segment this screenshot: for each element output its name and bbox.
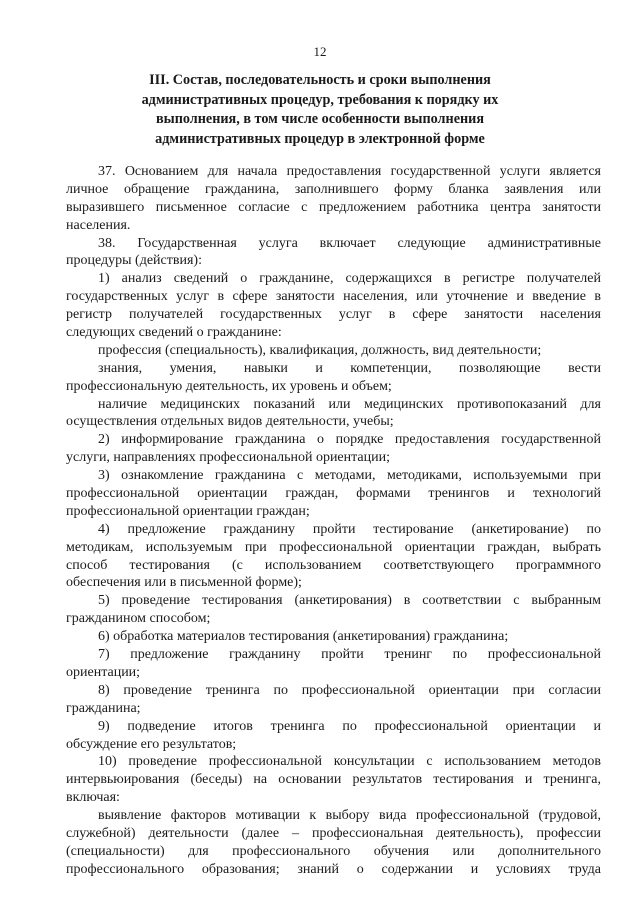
section-heading-line: административных процедур в электронной форме xyxy=(155,130,485,147)
list-item-1-line: следующих сведений о гражданине: xyxy=(66,325,282,341)
list-item-8-line: гражданина; xyxy=(66,700,141,716)
page-number: 12 xyxy=(313,44,327,59)
list-item-2-line: услуги, направлениях профессиональной ориентации; xyxy=(66,450,391,466)
paragraph-38-line: процедуры (действия): xyxy=(66,253,202,269)
list-item-4-line: 4) предложение гражданину пройти тестирование (анкетирование) по xyxy=(98,521,601,537)
section-heading xyxy=(120,71,520,149)
paragraph-37-line: 37. Основанием для начала предоставления государственной услуги является xyxy=(98,164,601,179)
sub-item-line: выявление факторов мотивации к выбору вида профессиональной (трудовой, xyxy=(98,808,601,824)
sub-item-line: наличие медицинских показаний или медицинских противопоказаний для xyxy=(98,396,601,412)
list-item-3-line: профессиональной ориентации граждан, формами тренингов и технологий xyxy=(66,486,601,502)
list-item-10-line: интервьюирования (беседы) на основании результатов тестирования и тренинга, xyxy=(66,772,601,788)
list-item-6-line: 6) обработка материалов тестирования (анкетирования) гражданина; xyxy=(98,629,509,645)
sub-item-line: (специальности) для профессионального обучения или дополнительного xyxy=(66,843,601,859)
list-item-4-line: способ тестирования (с использованием соответствующего программного xyxy=(66,557,601,573)
sub-item-line: осуществления отдельных видов деятельности, учебы; xyxy=(66,414,394,430)
list-item-7-line: ориентации; xyxy=(66,664,141,680)
list-item-10-line: включая: xyxy=(66,790,120,806)
list-item-8-line: 8) проведение тренинга по профессиональной ориентации при согласии xyxy=(98,682,601,698)
list-item-3-line: 3) ознакомление гражданина с методами, методиками, используемыми при xyxy=(98,468,601,484)
section-heading-line: выполнения, в том числе особенности выполнения xyxy=(155,111,485,127)
list-item-5-line: 5) проведение тестирования (анкетирования) в соответствии с выбранным xyxy=(98,593,601,609)
sub-item-line: профессионального образования; знаний о содержании и условиях труда xyxy=(66,861,601,877)
list-item-9-line: 9) подведение итогов тренинга по профессиональной ориентации и xyxy=(98,718,601,734)
list-item-5-line: гражданином способом; xyxy=(66,611,211,627)
sub-item-line: профессия (специальность), квалификация, должность, вид деятельности; xyxy=(98,342,542,358)
list-item-1-line: 1) анализ сведений о гражданине, содержащихся в регистре получателей xyxy=(98,271,601,287)
sub-item-line: профессиональную деятельность, их уровень и объем; xyxy=(66,378,392,394)
section-heading-line: III. Состав, последовательность и сроки выполнения xyxy=(149,72,491,88)
list-item-1-line: регистр получателей государственных услуг в сфере занятости населения xyxy=(66,307,601,323)
list-item-4-line: методикам, используемым при профессиональной ориентации граждан, выбрать xyxy=(66,539,601,555)
paragraph-38-line: 38. Государственная услуга включает следующие административные xyxy=(98,235,601,251)
list-item-3-line: профессиональной ориентации граждан; xyxy=(66,503,310,519)
paragraph-37-line: личное обращение гражданина, заполнившего форму бланка заявления или xyxy=(66,181,601,197)
list-item-9-line: обсуждение его результатов; xyxy=(66,736,237,752)
body-text xyxy=(66,163,601,879)
section-heading-line: административных процедур, требования к порядку их xyxy=(141,91,499,108)
list-item-1-line: государственных услуг в сфере занятости населения, или уточнение и введение в xyxy=(66,289,601,305)
list-item-4-line: обеспечения или в письменной форме); xyxy=(66,575,302,591)
list-item-7-line: 7) предложение гражданину пройти тренинг по профессиональной xyxy=(98,647,601,663)
paragraph-37-line: населения. xyxy=(66,217,131,233)
sub-item-line: служебной) деятельности (далее – профессиональная деятельность), профессии xyxy=(66,825,601,841)
list-item-10-line: 10) проведение профессиональной консультации с использованием методов xyxy=(98,754,601,770)
paragraph-37-line: выразившего письменное согласие с предложением работника центра занятости xyxy=(66,199,601,215)
sub-item-line: знания, умения, навыки и компетенции, позволяющие вести xyxy=(98,360,601,376)
list-item-2-line: 2) информирование гражданина о порядке предоставления государственной xyxy=(98,432,601,448)
